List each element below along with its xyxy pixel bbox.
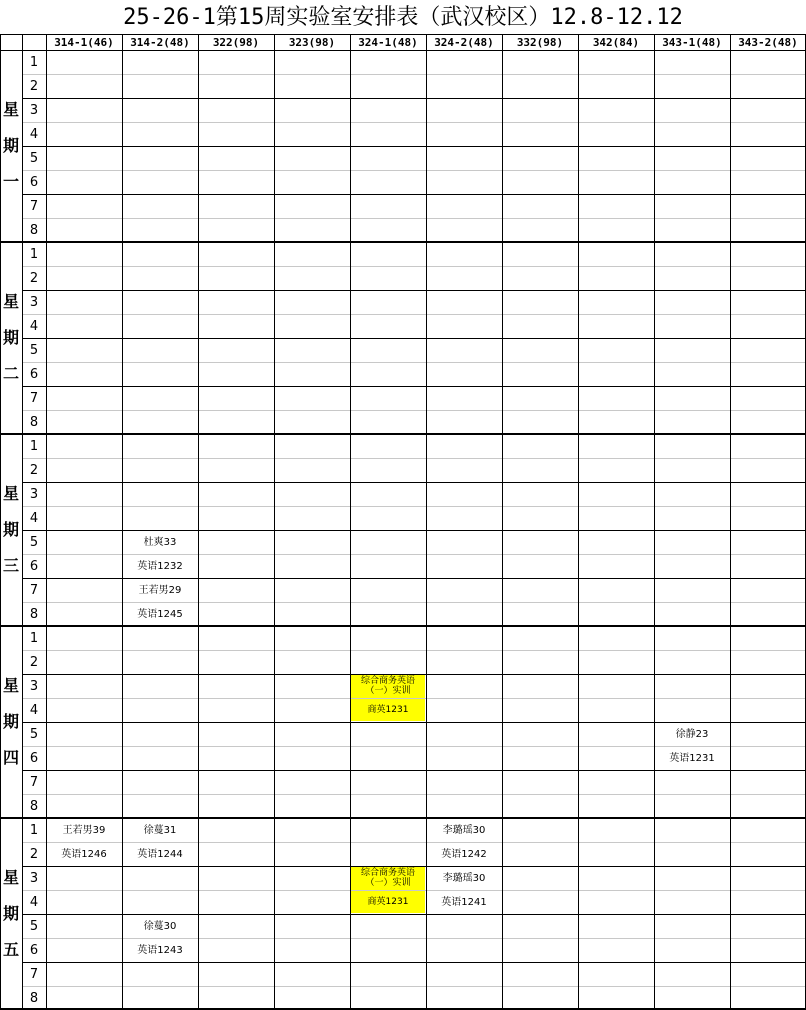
schedule-entry[interactable]: 徐蔓30	[143, 920, 177, 932]
period-number: 2	[29, 846, 39, 862]
page-title: 25-26-1第15周实验室安排表（武汉校区）12.8-12.12	[123, 5, 683, 30]
schedule-entry[interactable]: 英语1232	[137, 560, 183, 572]
period-number: 4	[29, 894, 39, 910]
row-divider	[22, 722, 806, 723]
row-divider	[22, 146, 806, 147]
day-label	[0, 818, 22, 1010]
column-line	[502, 34, 503, 1010]
column-line	[0, 34, 1, 1010]
row-divider-thin	[22, 266, 806, 267]
room-header: 324-2(48)	[434, 35, 494, 49]
period-number: 4	[29, 126, 39, 142]
row-divider	[22, 674, 806, 675]
row-divider	[22, 770, 806, 771]
column-line	[578, 34, 579, 1010]
row-divider	[22, 530, 806, 531]
column-line	[46, 34, 47, 1010]
period-number: 3	[29, 294, 39, 310]
period-number: 1	[29, 438, 39, 454]
period-number: 2	[29, 270, 39, 286]
period-number: 7	[29, 582, 39, 598]
row-divider-thin	[22, 890, 806, 891]
day-label-char: 二	[2, 364, 19, 383]
column-line	[350, 34, 351, 1010]
row-divider-thin	[22, 842, 806, 843]
row-divider	[22, 290, 806, 291]
period-number: 8	[29, 990, 39, 1006]
period-number: 5	[29, 342, 39, 358]
schedule-entry[interactable]: 英语1243	[137, 944, 183, 956]
period-number: 3	[29, 486, 39, 502]
column-line	[654, 34, 655, 1010]
period-number: 1	[29, 822, 39, 838]
schedule-entry[interactable]: 英语1244	[137, 848, 183, 860]
period-number: 4	[29, 318, 39, 334]
schedule-entry[interactable]: 英语1242	[441, 848, 487, 860]
row-divider-thin	[22, 506, 806, 507]
room-header: 323(98)	[288, 35, 336, 49]
day-label-char: 期	[2, 712, 19, 731]
room-header: 343-1(48)	[662, 35, 722, 49]
row-divider-thin	[22, 746, 806, 747]
period-number: 6	[29, 750, 39, 766]
period-number: 1	[29, 54, 39, 70]
row-divider-thin	[22, 458, 806, 459]
period-number: 5	[29, 534, 39, 550]
day-label	[0, 434, 22, 626]
column-line	[730, 34, 731, 1010]
schedule-entry[interactable]: 英语1231	[669, 752, 715, 764]
row-divider	[22, 194, 806, 195]
row-divider	[22, 482, 806, 483]
period-number: 3	[29, 678, 39, 694]
day-label-char: 五	[2, 940, 19, 959]
header-top-line	[0, 34, 806, 35]
schedule-entry[interactable]: 徐蔓31	[143, 824, 177, 836]
period-number: 6	[29, 174, 39, 190]
period-number: 7	[29, 390, 39, 406]
period-number: 5	[29, 726, 39, 742]
day-label-char: 四	[2, 748, 19, 767]
row-divider	[22, 866, 806, 867]
period-number: 6	[29, 366, 39, 382]
highlighted-entry[interactable]: 商英1231	[367, 897, 409, 907]
row-divider-thin	[22, 122, 806, 123]
day-label-char: 星	[2, 868, 19, 887]
row-divider	[22, 338, 806, 339]
row-divider-thin	[22, 362, 806, 363]
day-separator	[0, 433, 806, 435]
period-number: 2	[29, 78, 39, 94]
room-header: 343-2(48)	[738, 35, 798, 49]
highlighted-entry[interactable]: 商英1231	[367, 705, 409, 715]
day-label	[0, 50, 22, 242]
column-line	[22, 34, 23, 1010]
period-number: 8	[29, 414, 39, 430]
row-divider	[22, 962, 806, 963]
day-label-char: 星	[2, 676, 19, 695]
period-number: 3	[29, 870, 39, 886]
row-divider-thin	[22, 554, 806, 555]
schedule-entry[interactable]: 李璐瑶30	[442, 872, 486, 884]
day-label-char: 期	[2, 136, 19, 155]
schedule-entry[interactable]: 王若男29	[138, 584, 182, 596]
row-divider	[22, 98, 806, 99]
period-number: 7	[29, 774, 39, 790]
row-divider-thin	[22, 938, 806, 939]
row-divider	[22, 914, 806, 915]
column-line	[426, 34, 427, 1010]
period-number: 5	[29, 918, 39, 934]
period-number: 2	[29, 462, 39, 478]
schedule-entry[interactable]: 英语1245	[137, 608, 183, 620]
day-label	[0, 242, 22, 434]
day-label-char: 星	[2, 100, 19, 119]
column-line	[198, 34, 199, 1010]
schedule-entry[interactable]: 杜爽33	[143, 536, 177, 548]
schedule-entry[interactable]: 王若男39	[62, 824, 106, 836]
schedule-entry[interactable]: 英语1246	[61, 848, 107, 860]
room-header: 324-1(48)	[358, 35, 418, 49]
period-number: 7	[29, 198, 39, 214]
day-label-char: 三	[2, 556, 19, 575]
row-divider-thin	[22, 602, 806, 603]
period-number: 8	[29, 606, 39, 622]
row-divider	[22, 578, 806, 579]
period-number: 4	[29, 510, 39, 526]
day-separator	[0, 817, 806, 819]
schedule-entry[interactable]: 徐静23	[675, 728, 709, 740]
highlighted-entry[interactable]: 综合商务英语（一）实训	[360, 676, 415, 696]
row-divider-thin	[22, 410, 806, 411]
day-label-char: 期	[2, 904, 19, 923]
period-number: 3	[29, 102, 39, 118]
day-label-char: 星	[2, 292, 19, 311]
day-label-char: 期	[2, 520, 19, 539]
day-label-char: 星	[2, 484, 19, 503]
period-number: 8	[29, 222, 39, 238]
column-line	[274, 34, 275, 1010]
period-number: 1	[29, 630, 39, 646]
period-number: 1	[29, 246, 39, 262]
period-number: 6	[29, 558, 39, 574]
row-divider-thin	[22, 218, 806, 219]
period-number: 4	[29, 702, 39, 718]
day-separator	[0, 625, 806, 627]
room-header: 322(98)	[212, 35, 260, 49]
period-number: 2	[29, 654, 39, 670]
day-label-char: 一	[2, 172, 19, 191]
day-separator	[0, 241, 806, 243]
room-header: 332(98)	[516, 35, 564, 49]
schedule-entry[interactable]: 李璐瑶30	[442, 824, 486, 836]
header-bottom-line	[0, 50, 806, 51]
row-divider-thin	[22, 170, 806, 171]
row-divider-thin	[22, 794, 806, 795]
highlighted-entry[interactable]: 综合商务英语（一）实训	[360, 868, 415, 888]
period-number: 5	[29, 150, 39, 166]
period-number: 8	[29, 798, 39, 814]
room-header: 314-1(46)	[54, 35, 114, 49]
row-divider-thin	[22, 698, 806, 699]
day-label	[0, 626, 22, 818]
day-label-char: 期	[2, 328, 19, 347]
period-number: 7	[29, 966, 39, 982]
row-divider-thin	[22, 986, 806, 987]
room-header: 314-2(48)	[130, 35, 190, 49]
schedule-entry[interactable]: 英语1241	[441, 896, 487, 908]
row-divider-thin	[22, 314, 806, 315]
period-number: 6	[29, 942, 39, 958]
row-divider-thin	[22, 74, 806, 75]
room-header: 342(84)	[592, 35, 640, 49]
row-divider-thin	[22, 650, 806, 651]
column-line	[122, 34, 123, 1010]
row-divider	[22, 386, 806, 387]
